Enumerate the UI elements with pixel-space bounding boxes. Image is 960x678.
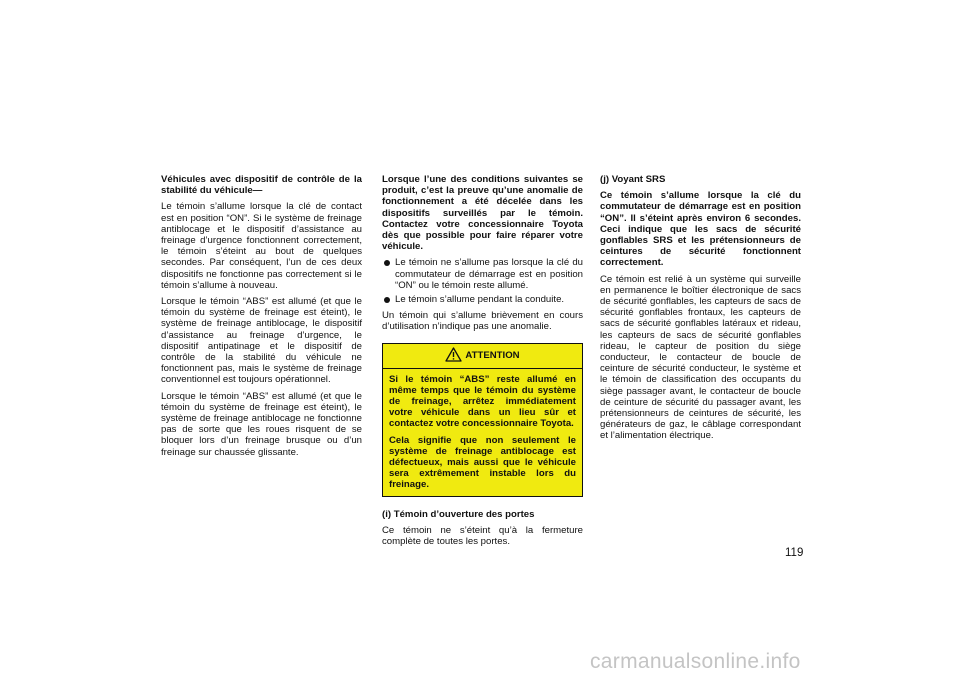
page-number: 119 — [785, 547, 804, 559]
attention-title: ATTENTION — [465, 349, 520, 361]
paragraph: Lorsque le témoin “ABS” est allumé (et que le témoin du système de freinage est éteint), le système de freinage antiblocage, le dispositif d’assistance au freinage d’urgence, le dispositif antipatinage et le dispositif de contrôle de la stabilité du véhicule ne fonctionnent pas, mais le système de freinage conventionnel est toujours opérationnel. — [161, 296, 362, 386]
paragraph: Un témoin qui s’allume brièvement en cours d’utilisation n’indique pas une anomalie. — [382, 310, 583, 333]
column-right — [600, 174, 801, 447]
attention-body — [383, 369, 582, 496]
condition-list — [382, 257, 583, 305]
watermark: carmanualsonline.info — [590, 650, 801, 673]
paragraph: Ce témoin est relié à un système qui surveille en permanence le boîtier électronique de sacs de sécurité gonflables, les capteurs de sacs de sécurité gonflables frontaux, les capteurs de sacs de sécurité gonflables latéraux et rideau, les capteurs de sacs de sécurité gonflables rideau, le capteur de position du siège conducteur, le contacteur de boucle de ceinture de sécurité conducteur, le système et le témoin de classification des occupants du siège passager avant, le contacteur de boucle de ceinture de sécurité du passager avant, les prétensionneurs de ceintures de sécurité, les générateurs de gaz, le câblage correspondant et l’alimentation électrique. — [600, 273, 801, 442]
bullet-dot-icon — [384, 260, 390, 266]
section-j-heading: (j) Voyant SRS — [600, 174, 666, 185]
bullet-dot-icon — [384, 297, 390, 303]
column-middle — [382, 174, 583, 552]
paragraph: Ce témoin ne s’éteint qu’à la fermeture complète de toutes les portes. — [382, 524, 583, 548]
column-left — [161, 174, 362, 463]
attention-box — [382, 343, 583, 497]
esp-heading: Véhicules avec dispositif de contrôle de la stabilité du véhicule— — [161, 174, 362, 197]
paragraph: Cela signifie que non seulement le système de freinage antiblocage est défectueux, mais aussi que le véhicule sera extrêmement instable lors du freinage. — [389, 434, 576, 491]
attention-header — [383, 344, 582, 369]
list-item: Le témoin ne s’allume pas lorsque la clé du commutateur de démarrage est en position “ON” ou le témoin reste allumé. — [382, 257, 583, 291]
paragraph: Si le témoin “ABS” reste allumé en même temps que le témoin du système de freinage, arrêtez immédiatement votre véhicule dans un lieu sûr et contactez votre concessionnaire Toyota. — [389, 373, 576, 430]
warning-triangle-icon — [445, 347, 462, 362]
malfunction-intro: Lorsque l’une des conditions suivantes se produit, c’est la preuve qu’une anomalie de fonctionnement a été décelée dans les dispositifs surveillés par le témoin. Contactez votre concessionnaire Toyota dès que possible pour faire réparer votre véhicule. — [382, 174, 583, 253]
paragraph: Le témoin s’allume lorsque la clé de contact est en position “ON”. Si le système de freinage antiblocage et le dispositif d’assistance au freinage d’urgence fonctionnent correctement, le témoin s’éteint au bout de quelques secondes. Par conséquent, l’un de ces deux dispositifs ne fonctionne pas correctement si le témoin s’allume à nouveau. — [161, 201, 362, 291]
list-item: Le témoin s’allume pendant la conduite. — [382, 294, 583, 305]
paragraph: Lorsque le témoin “ABS” est allumé (et que le témoin du système de freinage est éteint), le système de freinage antiblocage ne fonctionne pas de sorte que les roues risquent de se bloquer lors d’un freinage brusque ou d’un freinage sur chaussée glissante. — [161, 390, 362, 458]
srs-bold-paragraph: Ce témoin s’allume lorsque la clé du commutateur de démarrage est en position “ON”. Il s’éteint après environ 6 secondes. Ceci indique que les sacs de sécurité gonflables SRS et les prétensionneurs de ceintures de sécurité fonctionnent correctement. — [600, 190, 801, 269]
section-i-heading: (i) Témoin d’ouverture des portes — [382, 508, 535, 520]
